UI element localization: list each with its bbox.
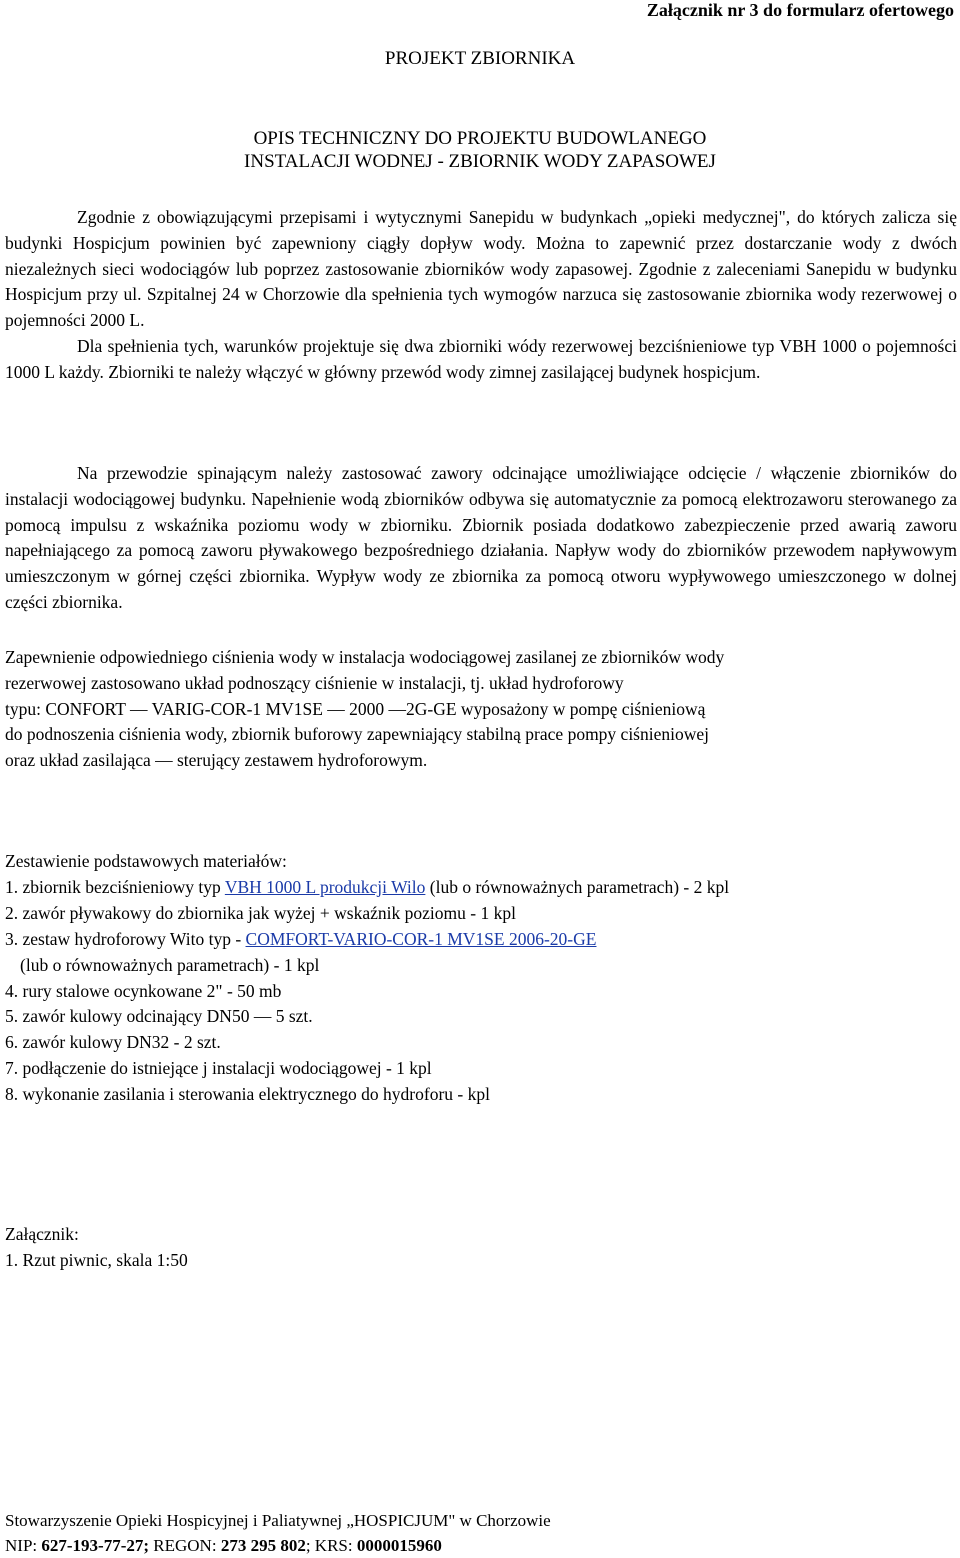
materials-item-7: 7. podłączenie do istniejące j instalacji wodociągowej - 1 kpl	[5, 1058, 432, 1079]
materials-heading: Zestawienie podstawowych materiałów:	[5, 851, 287, 871]
paragraph-4-line1: Zapewnienie odpowiedniego ciśnienia wody w instalacja wodociągowej zasilanej ze zbiorników wody	[5, 647, 725, 667]
materials-item-5: 5. zawór kulowy odcinający DN50 — 5 szt.	[5, 1006, 313, 1027]
materials-item-1-prefix: 1. zbiornik bezciśnieniowy typ	[5, 876, 225, 897]
materials-item-1-suffix: (lub o równoważnych parametrach) - 2 kpl	[425, 876, 730, 897]
regon-value: 273 295 802	[220, 1536, 306, 1555]
attachments-item-1: 1. Rzut piwnic, skala 1:50	[5, 1249, 188, 1270]
vbh-1000-link[interactable]: VBH 1000 L produkcji Wilo	[224, 876, 426, 897]
materials-item-4: 4. rury stalowe ocynkowane 2" - 50 mb	[5, 980, 282, 1001]
description-title-line2: INSTALACJI WODNEJ - ZBIORNIK WODY ZAPASOWEJ	[244, 151, 716, 172]
paragraph-hydrofor	[5, 645, 957, 774]
nip-value: 627-193-77-27;	[41, 1536, 150, 1555]
materials-item-8: 8. wykonanie zasilania i sterowania elektrycznego do hydroforu - kpl	[5, 1084, 490, 1105]
comfort-vario-link[interactable]: COMFORT-VARIO-COR-1 MV1SE 2006-20-GE	[245, 928, 597, 949]
description-title	[0, 127, 960, 173]
footer-identifiers	[5, 1533, 551, 1558]
paragraph-4-line3: typu: CONFORT — VARIG-COR-1 MV1SE — 2000 —2G-GE wyposażony w pompę ciśnieniową	[5, 698, 706, 719]
footer	[5, 1508, 551, 1558]
materials-item-1	[5, 875, 729, 901]
description-title-line1: OPIS TECHNICZNY DO PROJEKTU BUDOWLANEGO	[253, 128, 707, 149]
paragraph-4-line5: oraz układ zasilająca — sterujący zestawem hydroforowym.	[5, 750, 428, 771]
paragraph-4-line4: do podnoszenia ciśnienia wody, zbiornik buforowy zapewniający stabilną prace pompy ciśnieniowej	[5, 724, 709, 745]
attachment-note: Załącznik nr 3 do formularz ofertowego	[646, 0, 954, 20]
project-title: PROJEKT ZBIORNIKA	[384, 48, 576, 69]
paragraph-4-line2: rezerwowej zastosowano układ podnoszący ciśnienie w instalacji, tj. układ hydroforowy	[5, 672, 624, 693]
paragraph-3: Na przewodzie spinającym należy zastosować zawory odcinające umożliwiające odcięcie / włączenie zbiorników do instalacji wodociągowej budynku. Napełnienie wodą zbiorników odbywa się automatycznie za pomocą elektrozaworu sterowanego za pomocą impulsu z wskaźnika poziomu wody w zbiorniku. Zbiornik posiada dodatkowo zabezpieczenie przed awarią zaworu napełniającego za pomocą zaworu pływakowego bezpośredniego działania. Napływ wody do zbiorników przewodem napływowym umieszczonym w górnej części zbiornika. Wypływ wody ze zbiornika za pomocą otworu wypływowego umieszczonego w dolnej części zbiornika.	[5, 463, 957, 612]
materials-item-2: 2. zawór pływakowy do zbiornika jak wyżej + wskaźnik poziomu - 1 kpl	[5, 902, 516, 923]
footer-organization: Stowarzyszenie Opieki Hospicyjnej i Paliatywnej „HOSPICJUM" w Chorzowie	[5, 1511, 551, 1530]
materials-item-6: 6. zawór kulowy DN32 - 2 szt.	[5, 1032, 221, 1053]
krs-label: ; KRS:	[305, 1536, 357, 1555]
paragraph-requirements	[5, 205, 957, 386]
paragraph-1: Zgodnie z obowiązującymi przepisami i wytycznymi Sanepidu w budynkach „opieki medycznej", do których zalicza się budynki Hospicjum powinien być zapewniony ciągły dopływ wody. Można to zapewnić przez dostarczanie wody z dwóch niezależnych sieci wodociągów lub poprzez zastosowanie zbiorników wody zapasowej. Zgodnie z zaleceniami Sanepidu w budynku Hospicjum przy ul. Szpitalnej 24 w Chorzowie dla spełnienia tych wymogów narzuca się zastosowanie zbiornika wody rezerwowej o pojemności 2000 L.	[5, 207, 957, 331]
regon-label: REGON:	[149, 1536, 221, 1555]
materials-item-3	[5, 927, 729, 953]
materials-item-3-continuation: (lub o równoważnych parametrach) - 1 kpl	[20, 954, 320, 975]
nip-label: NIP:	[5, 1536, 42, 1555]
attachments-section	[5, 1222, 188, 1274]
krs-value: 0000015960	[356, 1536, 442, 1555]
attachments-heading: Załącznik:	[5, 1224, 79, 1244]
paragraph-2: Dla spełnienia tych, warunków projektuje się dwa zbiorniki wódy rezerwowej bezciśnieniowe typ VBH 1000 o pojemności 1000 L każdy. Zbiorniki te należy włączyć w główny przewód wody zimnej zasilającej budynek hospicjum.	[5, 335, 957, 382]
materials-list	[5, 849, 729, 1108]
materials-item-3-prefix: 3. zestaw hydroforowy Wito typ -	[5, 928, 246, 949]
paragraph-valves	[5, 461, 957, 616]
